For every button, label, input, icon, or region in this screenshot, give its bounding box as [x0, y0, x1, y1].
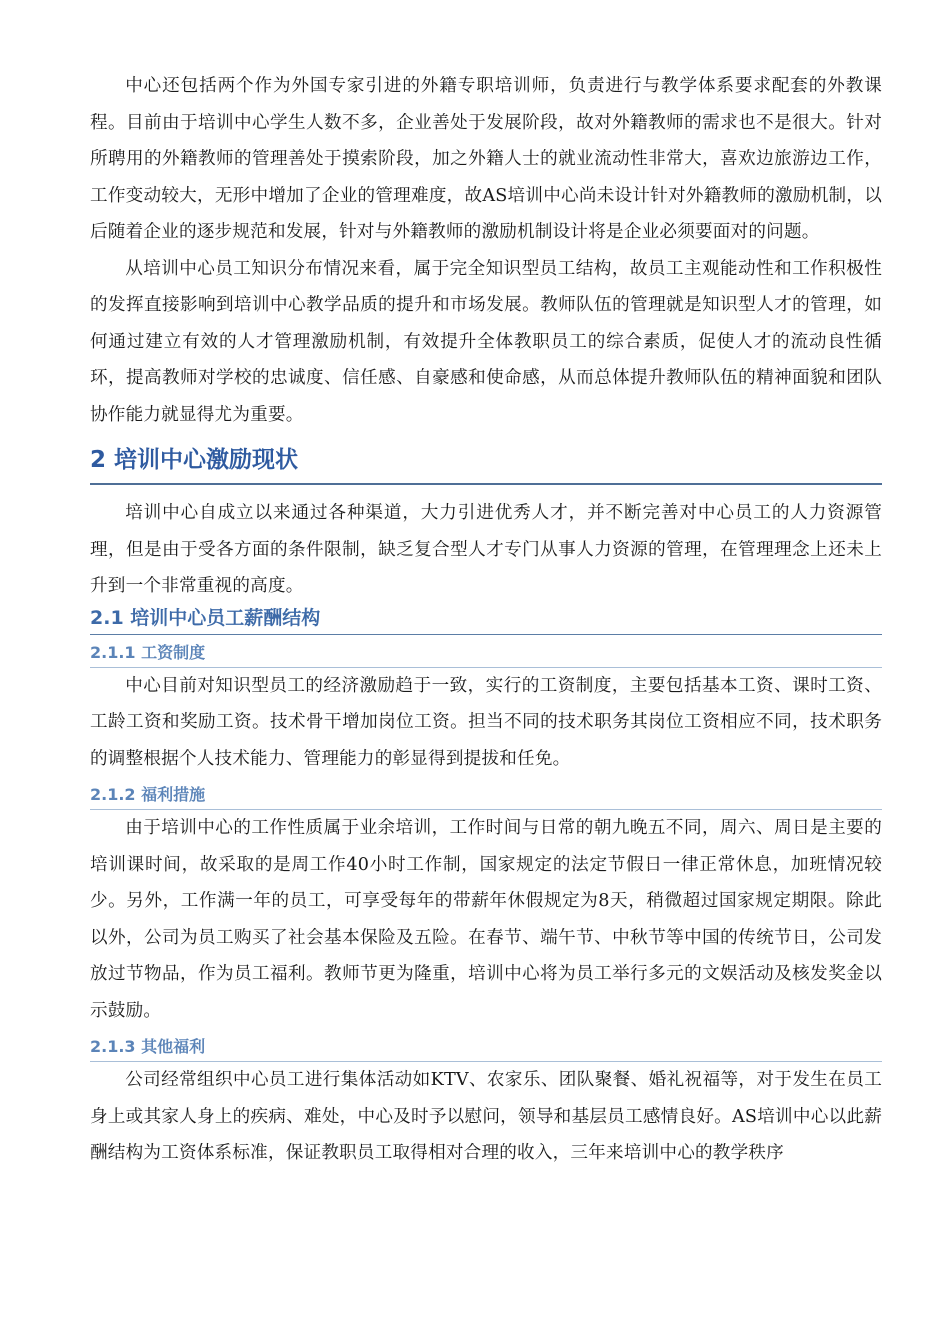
body-paragraph: 公司经常组织中心员工进行集体活动如KTV、农家乐、团队聚餐、婚礼祝福等，对于发生在员工身上或其家人身上的疾病、难处，中心及时予以慰问，领导和基层员工感情良好。AS培训中心以此薪酬结构为工资体系标准，保证教职员工取得相对合理的收入，三年来培训中心的教学秩序	[90, 1070, 882, 1163]
subsubsection-heading: 2.1.2 福利措施	[90, 783, 882, 810]
body-paragraph: 由于培训中心的工作性质属于业余培训，工作时间与日常的朝九晚五不同，周六、周日是主要的培训课时间，故采取的是周工作40小时工作制，国家规定的法定节假日一律正常休息，加班情况较少。另外，工作满一年的员工，可享受每年的带薪年休假规定为8天，稍微超过国家规定期限。除此以外，公司为员工购买了社会基本保险及五险。在春节、端午节、中秋节等中国的传统节日，公司发放过节物品，作为员工福利。教师节更为隆重，培训中心将为员工举行多元的文娱活动及核发奖金以示鼓励。	[90, 818, 882, 1021]
section-heading: 2 培训中心激励现状	[90, 443, 882, 485]
body-paragraph: 中心目前对知识型员工的经济激励趋于一致，实行的工资制度，主要包括基本工资、课时工资、工龄工资和奖励工资。技术骨干增加岗位工资。担当不同的技术职务其岗位工资相应不同，技术职务的调整根据个人技术能力、管理能力的彰显得到提拔和任免。	[90, 675, 882, 769]
document-page	[90, 68, 882, 1172]
subsubsection-heading: 2.1.3 其他福利	[90, 1035, 882, 1062]
subsubsection-heading: 2.1.1 工资制度	[90, 641, 882, 668]
body-paragraph: 中心还包括两个作为外国专家引进的外籍专职培训师，负责进行与教学体系要求配套的外教课程。目前由于培训中心学生人数不多，企业善处于发展阶段，故对外籍教师的需求也不是很大。针对所聘用的外籍教师的管理善处于摸索阶段，加之外籍人士的就业流动性非常大，喜欢边旅游边工作，工作变动较大，无形中增加了企业的管理难度，故AS培训中心尚未设计针对外籍教师的激励机制，以后随着企业的逐步规范和发展，针对与外籍教师的激励机制设计将是企业必须要面对的问题。	[90, 76, 882, 242]
body-paragraph: 从培训中心员工知识分布情况来看，属于完全知识型员工结构，故员工主观能动性和工作积极性的发挥直接影响到培训中心教学品质的提升和市场发展。教师队伍的管理就是知识型人才的管理，如何通过建立有效的人才管理激励机制，有效提升全体教职员工的综合素质，促使人才的流动良性循环，提高教师对学校的忠诚度、信任感、自豪感和使命感，从而总体提升教师队伍的精神面貌和团队协作能力就显得尤为重要。	[90, 258, 882, 425]
body-paragraph: 培训中心自成立以来通过各种渠道，大力引进优秀人才，并不断完善对中心员工的人力资源管理，但是由于受各方面的条件限制，缺乏复合型人才专门从事人力资源的管理，在管理理念上还未上升到一个非常重视的高度。	[90, 503, 882, 596]
subsection-heading: 2.1 培训中心员工薪酬结构	[90, 605, 882, 635]
